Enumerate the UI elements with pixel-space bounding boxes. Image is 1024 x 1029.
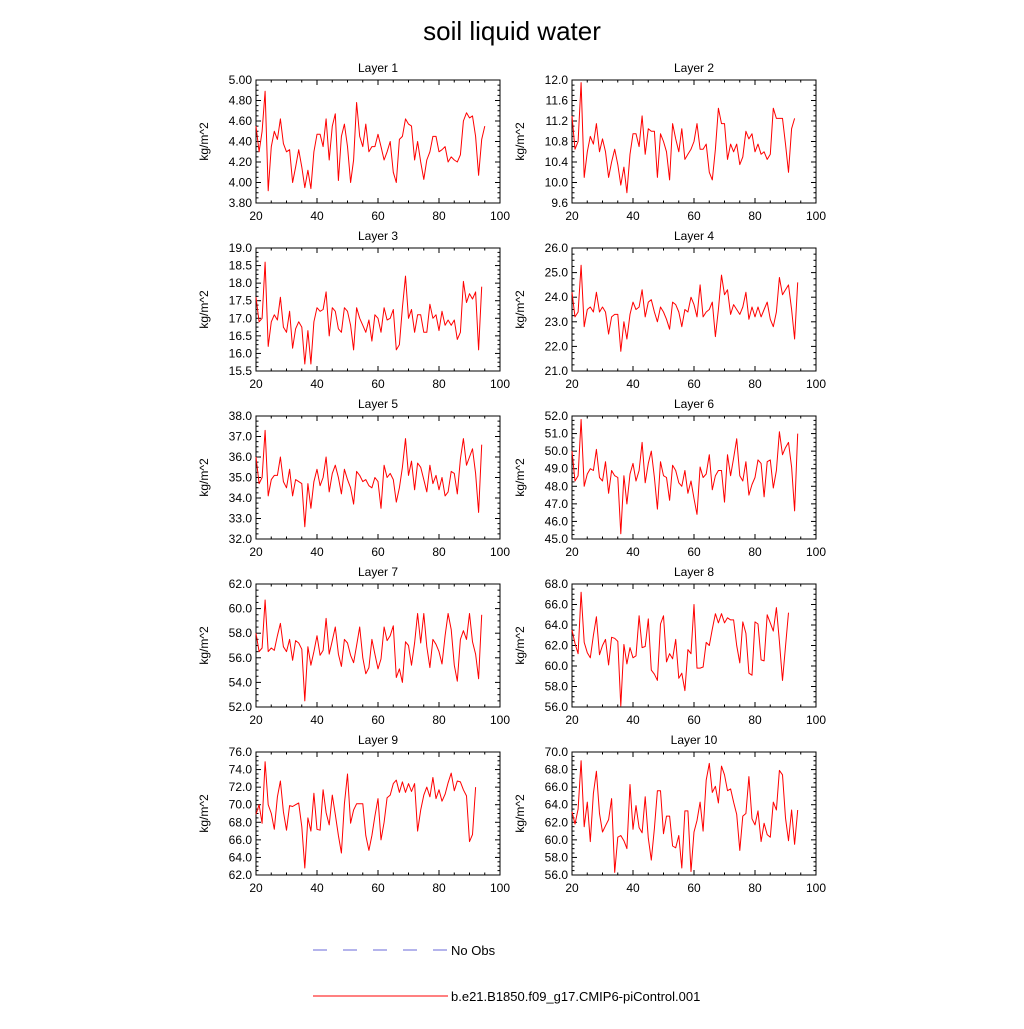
- x-tick-label: 60: [687, 881, 701, 895]
- x-tick-label: 20: [249, 377, 263, 391]
- panel-title: Layer 5: [357, 397, 399, 411]
- y-tick-label: 60.0: [544, 832, 568, 847]
- y-tick-label: 64.0: [228, 850, 252, 865]
- y-tick-label: 35.0: [228, 470, 252, 485]
- panel-layer-9: [197, 733, 510, 895]
- x-tick-label: 20: [565, 545, 579, 559]
- series-line: [572, 592, 789, 706]
- x-tick-label: 40: [626, 545, 640, 559]
- panel-title: Layer 3: [357, 229, 399, 243]
- x-tick-label: 60: [371, 209, 385, 223]
- x-tick-label: 40: [626, 209, 640, 223]
- y-tick-label: 16.0: [228, 346, 252, 361]
- y-axis-label: kg/m^2: [513, 794, 527, 833]
- plot-frame: [256, 248, 500, 371]
- y-tick-label: 66.0: [544, 597, 568, 612]
- y-tick-label: 58.0: [544, 850, 568, 865]
- x-tick-label: 80: [748, 209, 762, 223]
- y-tick-label: 52.0: [544, 409, 568, 423]
- y-axis-label: kg/m^2: [513, 458, 527, 497]
- y-tick-label: 33.0: [228, 511, 252, 526]
- x-tick-label: 100: [489, 545, 511, 559]
- y-tick-label: 66.0: [544, 780, 568, 795]
- panel-title: Layer 2: [673, 61, 715, 75]
- series-line: [572, 265, 798, 351]
- y-tick-label: 74.0: [228, 762, 252, 777]
- x-tick-label: 100: [805, 713, 827, 727]
- x-tick-label: 100: [489, 881, 511, 895]
- panel-title: Layer 8: [673, 565, 715, 579]
- y-tick-label: 62.0: [228, 577, 252, 591]
- series-line: [256, 262, 482, 364]
- y-tick-label: 51.0: [544, 426, 568, 441]
- y-tick-label: 70.0: [544, 745, 568, 759]
- y-tick-label: 4.20: [228, 155, 252, 169]
- y-tick-label: 9.6: [551, 196, 568, 210]
- y-tick-label: 38.0: [228, 409, 252, 423]
- x-tick-label: 40: [626, 881, 640, 895]
- x-tick-label: 100: [489, 377, 511, 391]
- x-tick-label: 60: [687, 713, 701, 727]
- y-tick-label: 11.2: [545, 114, 568, 128]
- y-tick-label: 76.0: [228, 745, 252, 759]
- panel-title: Layer 4: [673, 229, 715, 243]
- y-tick-label: 3.80: [228, 196, 252, 210]
- x-tick-label: 40: [310, 713, 324, 727]
- series-line: [572, 83, 795, 193]
- y-tick-label: 60.0: [228, 601, 252, 616]
- y-tick-label: 58.0: [228, 626, 252, 641]
- x-tick-label: 20: [565, 713, 579, 727]
- y-tick-label: 17.5: [228, 293, 252, 308]
- x-tick-label: 60: [371, 713, 385, 727]
- y-tick-label: 62.0: [228, 868, 252, 882]
- panel-layer-5: [197, 397, 510, 559]
- panel-layer-10: [513, 733, 826, 895]
- x-tick-label: 40: [626, 377, 640, 391]
- y-tick-label: 68.0: [544, 577, 568, 591]
- x-tick-label: 80: [432, 713, 446, 727]
- x-tick-label: 20: [249, 713, 263, 727]
- series-line: [572, 420, 798, 534]
- y-tick-label: 21.0: [544, 364, 568, 378]
- x-tick-label: 20: [249, 209, 263, 223]
- x-tick-label: 100: [489, 713, 511, 727]
- panel-title: Layer 7: [357, 565, 399, 579]
- y-tick-label: 64.0: [544, 797, 568, 812]
- x-tick-label: 40: [310, 881, 324, 895]
- legend: [313, 943, 700, 1004]
- plot-frame: [256, 752, 500, 875]
- series-line: [256, 430, 482, 526]
- y-tick-label: 47.0: [544, 496, 568, 511]
- panel-layer-6: [513, 397, 826, 559]
- series-line: [256, 600, 482, 701]
- y-tick-label: 4.80: [228, 93, 252, 108]
- x-tick-label: 60: [687, 209, 701, 223]
- panel-layer-4: [513, 229, 826, 391]
- y-tick-label: 4.60: [228, 114, 252, 128]
- y-tick-label: 52.0: [228, 700, 252, 714]
- y-tick-label: 10.4: [544, 155, 568, 169]
- x-tick-label: 60: [371, 881, 385, 895]
- y-tick-label: 48.0: [544, 479, 568, 494]
- legend-label-model: b.e21.B1850.f09_g17.CMIP6-piControl.001: [451, 989, 701, 1004]
- y-tick-label: 11.6: [545, 93, 568, 108]
- x-tick-label: 80: [748, 713, 762, 727]
- panel-title: Layer 10: [670, 733, 718, 747]
- x-tick-label: 40: [310, 545, 324, 559]
- x-tick-label: 60: [687, 545, 701, 559]
- x-tick-label: 100: [805, 881, 827, 895]
- y-tick-label: 34.0: [228, 491, 252, 505]
- x-tick-label: 60: [371, 377, 385, 391]
- x-tick-label: 20: [249, 545, 263, 559]
- x-tick-label: 100: [805, 209, 827, 223]
- y-tick-label: 56.0: [544, 700, 568, 714]
- x-tick-label: 100: [489, 209, 511, 223]
- y-tick-label: 17.0: [228, 311, 252, 326]
- y-axis-label: kg/m^2: [513, 626, 527, 665]
- x-tick-label: 100: [805, 545, 827, 559]
- y-tick-label: 37.0: [228, 429, 252, 444]
- legend-label-no-obs: No Obs: [451, 943, 496, 958]
- y-tick-label: 56.0: [228, 650, 252, 665]
- y-tick-label: 45.0: [544, 532, 568, 546]
- x-tick-label: 80: [432, 377, 446, 391]
- x-tick-label: 40: [310, 209, 324, 223]
- x-tick-label: 80: [748, 881, 762, 895]
- x-tick-label: 60: [687, 377, 701, 391]
- y-tick-label: 64.0: [544, 618, 568, 632]
- y-tick-label: 10.8: [544, 134, 568, 149]
- y-tick-label: 22.0: [544, 339, 568, 354]
- y-axis-label: kg/m^2: [513, 290, 527, 329]
- y-axis-label: kg/m^2: [197, 122, 211, 161]
- y-tick-label: 62.0: [544, 638, 568, 653]
- y-tick-label: 68.0: [228, 815, 252, 830]
- y-tick-label: 19.0: [228, 241, 252, 255]
- y-tick-label: 15.5: [228, 364, 252, 378]
- series-line: [256, 762, 476, 868]
- x-tick-label: 20: [565, 209, 579, 223]
- y-tick-label: 18.0: [228, 276, 252, 291]
- panel-layer-2: [513, 61, 826, 223]
- y-tick-label: 66.0: [228, 832, 252, 847]
- panel-layer-7: [197, 565, 510, 727]
- panel-title: Layer 9: [357, 733, 399, 747]
- plot-frame: [572, 248, 816, 371]
- y-tick-label: 58.0: [544, 679, 568, 694]
- x-tick-label: 40: [626, 713, 640, 727]
- y-axis-label: kg/m^2: [197, 626, 211, 665]
- y-axis-label: kg/m^2: [197, 458, 211, 497]
- y-tick-label: 72.0: [228, 780, 252, 795]
- panel-layer-3: [197, 229, 510, 391]
- y-tick-label: 24.0: [544, 290, 568, 305]
- y-axis-label: kg/m^2: [197, 794, 211, 833]
- main-title: soil liquid water: [423, 16, 601, 46]
- panel-layer-8: [513, 565, 826, 727]
- y-axis-label: kg/m^2: [197, 290, 211, 329]
- x-tick-label: 80: [748, 545, 762, 559]
- y-tick-label: 60.0: [544, 659, 568, 673]
- plot-frame: [256, 80, 500, 203]
- x-tick-label: 80: [432, 209, 446, 223]
- x-tick-label: 100: [805, 377, 827, 391]
- x-tick-label: 20: [565, 881, 579, 895]
- x-tick-label: 80: [432, 545, 446, 559]
- x-tick-label: 60: [371, 545, 385, 559]
- y-tick-label: 46.0: [544, 514, 568, 529]
- y-tick-label: 54.0: [228, 675, 252, 690]
- y-tick-label: 50.0: [544, 444, 568, 459]
- y-tick-label: 23.0: [544, 314, 568, 329]
- y-tick-label: 25.0: [544, 265, 568, 280]
- plot-frame: [256, 584, 500, 707]
- panel-title: Layer 6: [673, 397, 715, 411]
- x-tick-label: 80: [748, 377, 762, 391]
- y-tick-label: 62.0: [544, 815, 568, 830]
- y-tick-label: 32.0: [228, 532, 252, 546]
- y-tick-label: 18.5: [228, 258, 252, 273]
- x-tick-label: 80: [432, 881, 446, 895]
- y-tick-label: 68.0: [544, 762, 568, 777]
- y-tick-label: 12.0: [544, 73, 568, 87]
- panel-layer-1: [197, 61, 510, 223]
- y-tick-label: 49.0: [544, 461, 568, 476]
- y-tick-label: 70.0: [228, 797, 252, 812]
- plot-frame: [256, 416, 500, 539]
- y-tick-label: 10.0: [544, 175, 568, 190]
- y-tick-label: 16.5: [228, 328, 252, 343]
- x-tick-label: 20: [565, 377, 579, 391]
- panels-grid: [197, 61, 826, 895]
- y-tick-label: 26.0: [544, 241, 568, 255]
- series-line: [572, 761, 798, 873]
- panel-title: Layer 1: [357, 61, 399, 75]
- series-line: [256, 91, 485, 190]
- y-axis-label: kg/m^2: [513, 122, 527, 161]
- x-tick-label: 40: [310, 377, 324, 391]
- y-tick-label: 4.40: [228, 134, 252, 149]
- y-tick-label: 5.00: [228, 73, 252, 87]
- x-tick-label: 20: [249, 881, 263, 895]
- y-tick-label: 56.0: [544, 868, 568, 882]
- y-tick-label: 4.00: [228, 175, 252, 190]
- y-tick-label: 36.0: [228, 450, 252, 464]
